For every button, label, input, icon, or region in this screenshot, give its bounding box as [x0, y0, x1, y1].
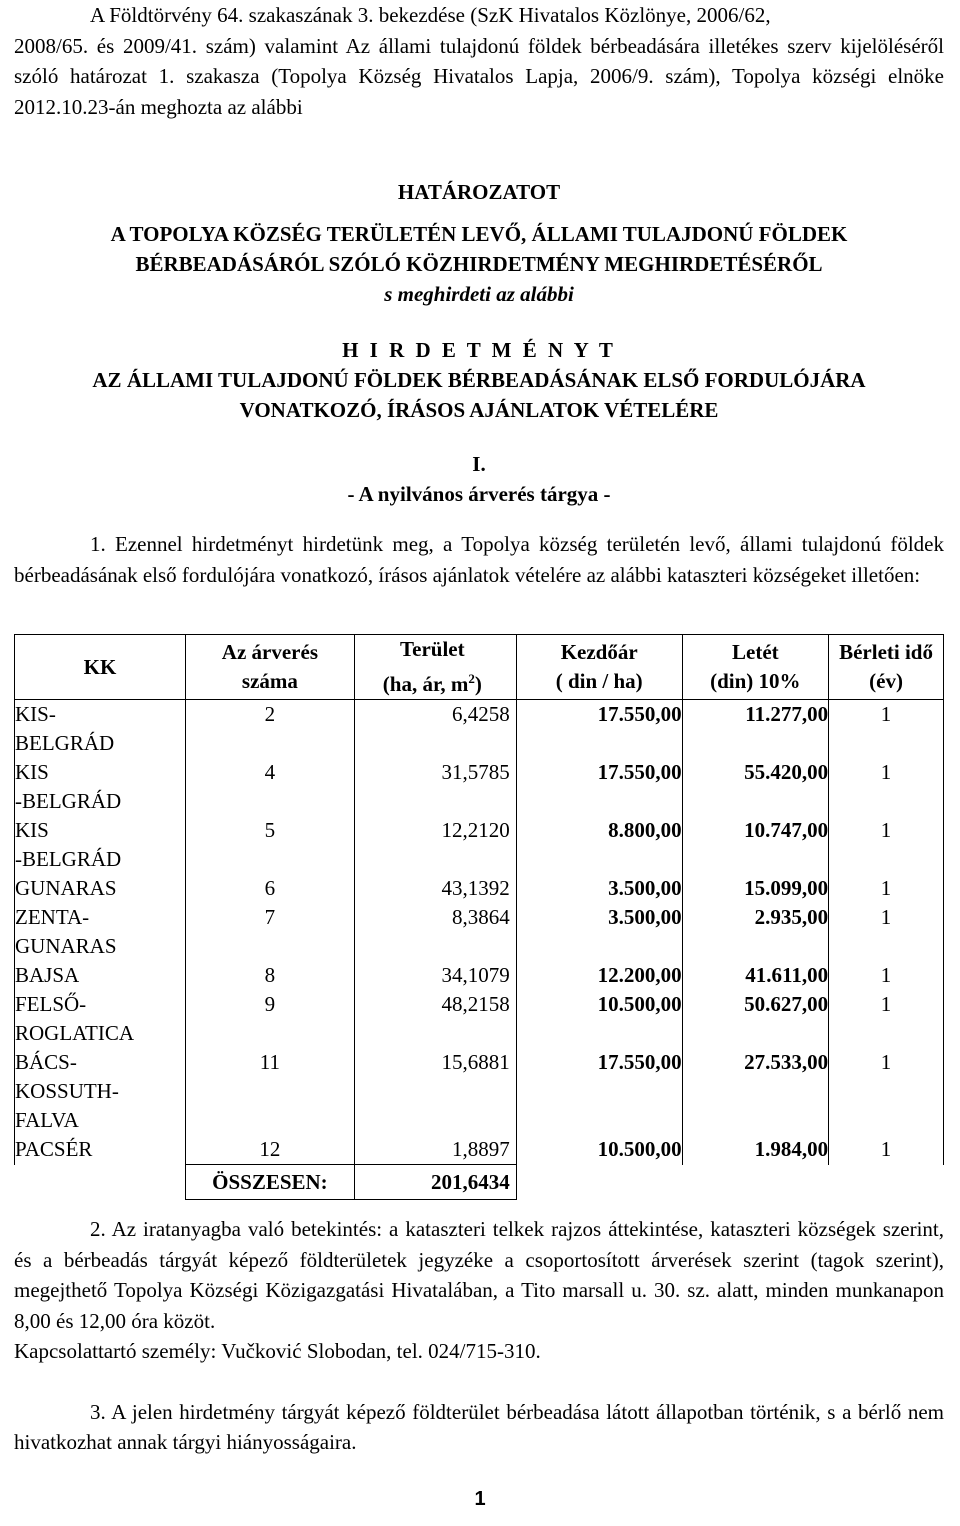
cell-area: 6,4258: [354, 700, 516, 759]
cell-auction-number: 7: [185, 903, 354, 961]
cell-start-price: 8.800,00: [516, 816, 682, 874]
header-area-line1: Terület: [400, 637, 465, 661]
cell-deposit: 11.277,00: [682, 700, 829, 759]
cell-area: 48,2158: [354, 990, 516, 1048]
table-row: [15, 700, 944, 759]
table-row: [15, 874, 944, 903]
cell-deposit: 1.984,00: [682, 1135, 829, 1165]
header-area: [354, 635, 516, 700]
cell-start-price: 10.500,00: [516, 990, 682, 1048]
table-row: [15, 903, 944, 961]
cell-area: 15,6881: [354, 1048, 516, 1135]
table-row: [15, 758, 944, 816]
header-auction-number: [185, 635, 354, 700]
contact-line: Kapcsolattartó személy: Vučković Slobodan, tel. 024/715-310.: [14, 1339, 541, 1363]
cell-deposit: 55.420,00: [682, 758, 829, 816]
header-auction-number-line2: száma: [241, 669, 298, 693]
cell-auction-number: 9: [185, 990, 354, 1048]
cell-kk-line: GUNARAS: [15, 876, 117, 900]
cell-start-price: 10.500,00: [516, 1135, 682, 1165]
cell-kk: [15, 903, 186, 961]
cell-kk-line: KIS-: [15, 702, 56, 726]
cell-area: 8,3864: [354, 903, 516, 961]
cell-start-price: 12.200,00: [516, 961, 682, 990]
cell-kk-line: -BELGRÁD: [15, 847, 122, 871]
header-lease-years: [829, 635, 944, 700]
cell-kk: [15, 700, 186, 759]
cell-kk-line: KOSSUTH-: [15, 1079, 119, 1103]
cell-lease-years: 1: [829, 816, 944, 874]
heading-hirdetmeny-line3: VONATKOZÓ, ÍRÁSOS AJÁNLATOK VÉTELÉRE: [239, 398, 719, 422]
cell-area: 12,2120: [354, 816, 516, 874]
cell-deposit: 10.747,00: [682, 816, 829, 874]
total-empty-2: [682, 1165, 829, 1200]
cell-lease-years: 1: [829, 961, 944, 990]
table-body: [15, 700, 944, 1165]
table-row: [15, 816, 944, 874]
cell-start-price: 17.550,00: [516, 1048, 682, 1135]
cell-kk-line: ROGLATICA: [15, 1021, 134, 1045]
cell-lease-years: 1: [829, 903, 944, 961]
cell-kk: [15, 1135, 186, 1165]
intro-paragraph: 2008/65. és 2009/41. szám) valamint Az állami tulajdonú földek bérbeadására illetékes szerv kijelöléséről szóló határozat 1. szakasza (Topolya Község Hivatalos Lapja, 2006/9. szám), Topolya községi elnöke 2012.10.23-án meghozta az alábbi: [14, 33, 944, 119]
land-table: [14, 634, 944, 1200]
cell-start-price: 17.550,00: [516, 700, 682, 759]
total-empty-3: [829, 1165, 944, 1200]
paragraph-2: 2. Az iratanyagba való betekintés: a kataszteri telkek rajzos áttekintése, kataszteri községek szerint, és a bérbeadás tárgyát képező földterületek jegyzéke a csoportosított árverések szerint (tagok szerint), megejthető Topolya Községi Közigazgatási Hivatalában, a Tito marsall u. 30. sz. alatt, minden munkanapon 8,00 és 12,00 óra közöt.: [14, 1217, 944, 1333]
cell-deposit: 27.533,00: [682, 1048, 829, 1135]
cell-kk-line: ZENTA-: [15, 905, 90, 929]
cell-kk: [15, 961, 186, 990]
heading-title-line2: BÉRBEADÁSÁRÓL SZÓLÓ KÖZHIRDETMÉNY MEGHIRDETÉSÉRŐL: [135, 252, 823, 276]
cell-lease-years: 1: [829, 990, 944, 1048]
cell-lease-years: 1: [829, 1048, 944, 1135]
heading-subtitle: s meghirdeti az alábbi: [384, 282, 574, 306]
heading-title-line1: A TOPOLYA KÖZSÉG TERÜLETÉN LEVŐ, ÁLLAMI TULAJDONÚ FÖLDEK: [110, 222, 848, 246]
cell-kk-line: BAJSA: [15, 963, 80, 987]
cell-kk: [15, 758, 186, 816]
header-kk: KK: [15, 635, 186, 700]
cell-kk-line: PACSÉR: [15, 1137, 93, 1161]
cell-kk-line: -BELGRÁD: [15, 789, 122, 813]
cell-start-price: 3.500,00: [516, 903, 682, 961]
cell-lease-years: 1: [829, 758, 944, 816]
cell-kk: [15, 990, 186, 1048]
paragraph-1: 1. Ezennel hirdetményt hirdetünk meg, a Topolya község területén levő, állami tulajdonú földek bérbeadásának első fordulójára vonatkozó, írásos ajánlatok vételére az alábbi kataszteri községeket illetően:: [14, 532, 944, 587]
cell-deposit: 2.935,00: [682, 903, 829, 961]
document-page: [14, 0, 944, 1454]
header-lease-years-line1: Bérleti idő: [839, 640, 933, 664]
table-row: [15, 1135, 944, 1165]
table-row: [15, 961, 944, 990]
header-area-unit: (ha, ár, m: [382, 672, 469, 696]
section-number: I.: [472, 452, 486, 476]
header-start-price: [516, 635, 682, 700]
header-area-sup: 2: [468, 671, 475, 686]
cell-kk-line: KIS: [15, 818, 49, 842]
cell-kk-line: FALVA: [15, 1108, 79, 1132]
cell-deposit: 15.099,00: [682, 874, 829, 903]
cell-auction-number: 12: [185, 1135, 354, 1165]
heading-hatarozatot: HATÁROZATOT: [397, 180, 561, 204]
cell-kk: [15, 816, 186, 874]
cell-area: 43,1392: [354, 874, 516, 903]
page-number: 1: [474, 1488, 486, 1510]
cell-kk-line: KIS: [15, 760, 49, 784]
intro-first-line: A Földtörvény 64. szakaszának 3. bekezdése (SzK Hivatalos Közlönye, 2006/62,: [90, 3, 771, 27]
cell-auction-number: 4: [185, 758, 354, 816]
header-deposit: [682, 635, 829, 700]
header-deposit-line1: Letét: [732, 640, 779, 664]
cell-deposit: 41.611,00: [682, 961, 829, 990]
cell-kk: [15, 874, 186, 903]
cell-auction-number: 5: [185, 816, 354, 874]
cell-lease-years: 1: [829, 700, 944, 759]
cell-area: 1,8897: [354, 1135, 516, 1165]
section-title: - A nyilvános árverés tárgya -: [347, 482, 611, 506]
total-row: [15, 1165, 944, 1200]
total-spacer: [15, 1165, 186, 1200]
cell-area: 31,5785: [354, 758, 516, 816]
cell-auction-number: 2: [185, 700, 354, 759]
header-area-close: ): [474, 672, 482, 696]
cell-auction-number: 6: [185, 874, 354, 903]
total-label: ÖSSZESEN:: [185, 1165, 354, 1200]
total-empty-1: [516, 1165, 682, 1200]
heading-hirdetmeny-line2: AZ ÁLLAMI TULAJDONÚ FÖLDEK BÉRBEADÁSÁNAK ELSŐ FORDULÓJÁRA: [92, 368, 866, 392]
header-auction-number-line1: Az árverés: [221, 640, 318, 664]
cell-lease-years: 1: [829, 874, 944, 903]
heading-hirdetmeny: H I R D E T M É N Y T: [342, 338, 616, 362]
cell-start-price: 3.500,00: [516, 874, 682, 903]
header-start-price-line1: Kezdőár: [560, 640, 638, 664]
cell-kk-line: FELSŐ-: [15, 992, 87, 1016]
cell-auction-number: 8: [185, 961, 354, 990]
paragraph-3: 3. A jelen hirdetmény tárgyát képező földterület bérbeadása látott állapotban történik, s a bérlő nem hivatkozhat annak tárgyi hiányosságaira.: [14, 1399, 944, 1454]
header-area-line2: [355, 664, 510, 699]
cell-start-price: 17.550,00: [516, 758, 682, 816]
table-header-row: [15, 635, 944, 700]
cell-area: 34,1079: [354, 961, 516, 990]
header-deposit-line2: (din) 10%: [710, 669, 801, 693]
cell-auction-number: 11: [185, 1048, 354, 1135]
cell-kk-line: GUNARAS: [15, 934, 117, 958]
cell-lease-years: 1: [829, 1135, 944, 1165]
cell-kk: [15, 1048, 186, 1135]
cell-kk-line: BÁCS-: [15, 1050, 77, 1074]
cell-deposit: 50.627,00: [682, 990, 829, 1048]
table-row: [15, 1048, 944, 1135]
after-table-section: [14, 1214, 944, 1458]
header-lease-years-line2: (év): [869, 669, 903, 693]
table-row: [15, 990, 944, 1048]
total-value: 201,6434: [354, 1165, 516, 1200]
cell-kk-line: BELGRÁD: [15, 731, 115, 755]
header-start-price-line2: ( din / ha): [555, 669, 643, 693]
